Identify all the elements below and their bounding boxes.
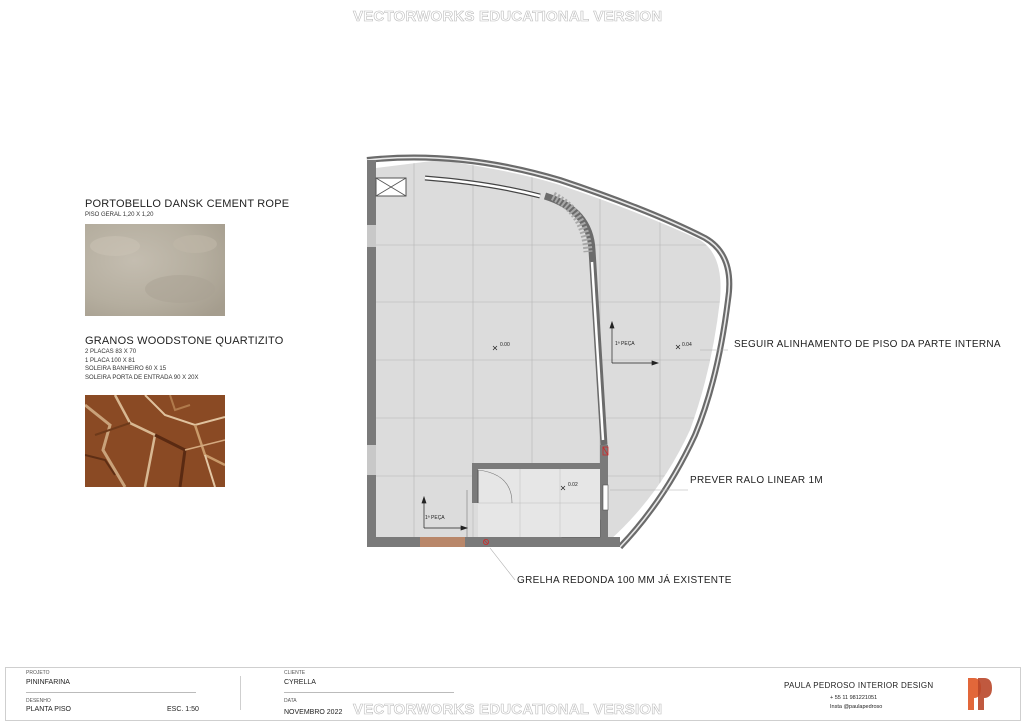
data-label: DATA	[284, 698, 297, 704]
callout-align: SEGUIR ALINHAMENTO DE PISO DA PARTE INTERNA	[734, 339, 1001, 350]
material-2-spec-1: 2 PLACAS 83 X 70	[85, 349, 137, 355]
material-2-spec-3: SOLEIRA BANHEIRO 60 X 15	[85, 366, 167, 372]
material-2-title: GRANOS WOODSTONE QUARTIZITO	[85, 335, 284, 347]
data-value: NOVEMBRO 2022	[284, 709, 343, 716]
cliente-value: CYRELLA	[284, 679, 316, 686]
projeto-label: PROJETO	[26, 670, 50, 676]
first-piece-label-2: 1ª PEÇA	[425, 515, 445, 521]
desenho-value: PLANTA PISO	[26, 706, 71, 713]
callout-grate: GRELHA REDONDA 100 MM JÁ EXISTENTE	[517, 575, 732, 586]
watermark-bottom: VECTORWORKS EDUCATIONAL VERSION	[353, 701, 663, 718]
first-piece-label-1: 1ª PEÇA	[615, 341, 635, 347]
scale-value: ESC. 1:50	[167, 706, 199, 713]
desenho-label: DESENHO	[26, 698, 51, 704]
material-2-spec-2: 1 PLACA 100 X 81	[85, 357, 136, 364]
firm-instagram: Insta @paulapedroso	[830, 704, 883, 710]
cliente-label: CLIENTE	[284, 670, 306, 676]
material-2-spec-4: SOLEIRA PORTA DE ENTRADA 90 X 20X	[85, 374, 199, 381]
projeto-value: PININFARINA	[26, 679, 70, 686]
callout-drain: PREVER RALO LINEAR 1M	[690, 475, 824, 486]
level-0: 0.00	[500, 342, 510, 348]
material-1-spec: PISO GERAL 1,20 X 1,20	[85, 212, 154, 218]
firm-phone: + 55 11 981221051	[830, 695, 878, 701]
level-2: 0.02	[568, 482, 578, 488]
firm-logo	[966, 676, 994, 712]
title-block-divider	[240, 676, 241, 710]
watermark-top: VECTORWORKS EDUCATIONAL VERSION	[353, 8, 663, 25]
firm-name: PAULA PEDROSO INTERIOR DESIGN	[784, 681, 934, 690]
material-1-title: PORTOBELLO DANSK CEMENT ROPE	[85, 198, 290, 210]
level-1: 0.04	[682, 342, 692, 348]
